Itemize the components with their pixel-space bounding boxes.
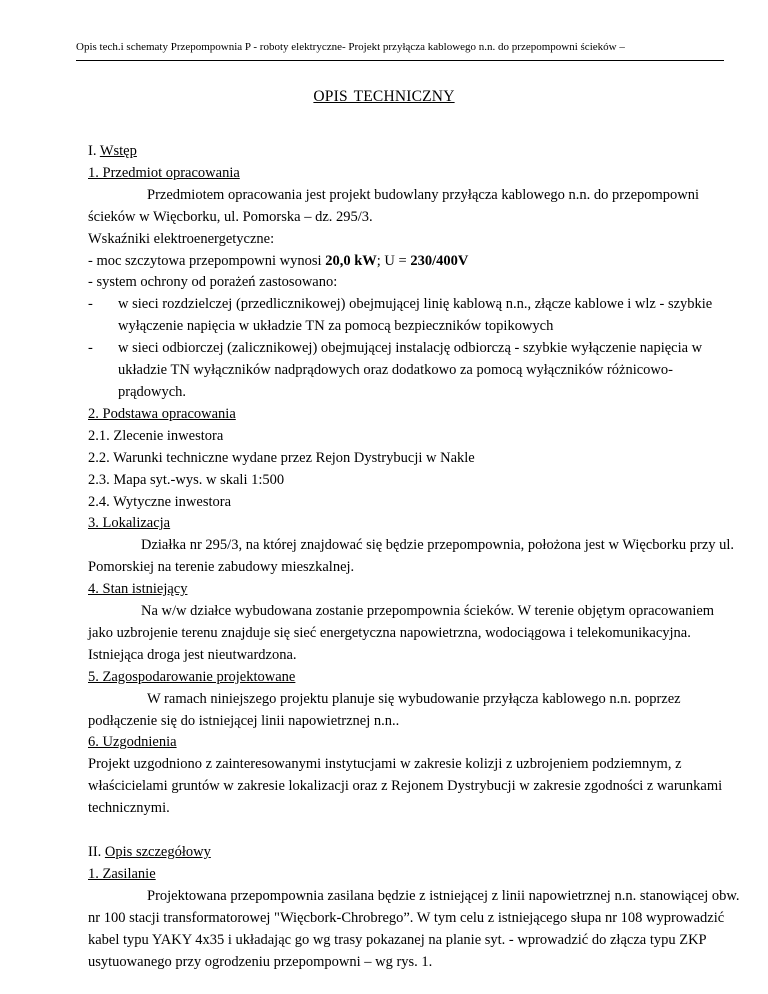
list-item	[88, 338, 740, 404]
power-value: 20,0 kW	[325, 252, 377, 269]
paragraph: Na w/w działce wybudowana zostanie przepompownia ścieków. W terenie objętym opracowaniem jako uzbrojenie terenu znajduje się sieć energetyczna napowietrzna, wodociągowa i telekomunikacyjna. Istniejąca droga jest nieutwardzona.	[88, 603, 715, 663]
list-item: 2.2. Warunki techniczne wydane przez Rejon Dystrybucji w Nakle	[88, 449, 475, 466]
power-line	[88, 251, 740, 273]
subsection-heading: 1. Zasilanie	[88, 865, 156, 882]
section-heading-intro: I. Wstęp	[88, 143, 137, 159]
voltage-value: 230/400V	[410, 252, 469, 269]
section-heading-detail-label: Opis szczegółowy	[104, 843, 211, 860]
subsection-heading: 5. Zagospodarowanie projektowane	[88, 668, 296, 685]
paragraph: Projekt uzgodniono z zainteresowanymi instytucjami w zakresie kolizji z uzbrojeniem podziemnym, z właścicielami gruntów w zakresie lokalizacji oraz z Rejonem Dystrybucji w zakresie zgodności z warunkami technicznymi.	[88, 756, 723, 817]
page-title: OPIS TECHNICZNY	[313, 88, 455, 105]
subsection-heading: 1. Przedmiot opracowania	[88, 164, 240, 181]
power-label: - moc szczytowa przepompowni wynosi	[88, 252, 326, 269]
paragraph: Wskaźniki elektroenergetyczne:	[88, 230, 275, 247]
paragraph: Projektowana przepompownia zasilana będzie z istniejącej z linii napowietrznej n.n. stanowiącej obw. nr 100 stacji transformatorowej "Więcbork-Chrobrego”. W tym celu z istniejącego słupa nr 108 wyprowadzić kabel typu YAKY 4x35 i układając go wg trasy pokazanej na planie syt. - wprowadzić do złącza typu ZKP usytuowanego przy ogrodzeniu przepompowni – wg rys. 1.	[88, 887, 740, 970]
subsection-heading: 6. Uzgodnienia	[88, 734, 177, 751]
paragraph: Działka nr 295/3, na której znajdować się będzie przepompownia, położona jest w Więcborku przy ul. Pomorskiej na terenie zabudowy mieszkalnej.	[88, 537, 735, 576]
spacer	[88, 820, 740, 842]
list-item: 2.3. Mapa syt.-wys. w skali 1:500	[88, 471, 285, 488]
document-header: Opis tech.i schematy Przepompownia P - roboty elektryczne- Projekt przyłącza kablowego n.n. do przepompowni ścieków –	[76, 41, 625, 53]
list-item: 2.4. Wytyczne inwestora	[88, 493, 232, 510]
subsection-heading: 2. Podstawa opracowania	[88, 405, 236, 422]
list-item-text: w sieci odbiorczej (zalicznikowej) obejmującej instalację odbiorczą - szybkie wyłączenie napięcia w układzie TN wyłączników nadprądowych oraz dodatkowo za pomocą wyłączników różnicowo-prądowych.	[118, 340, 703, 400]
header-rule	[76, 60, 724, 61]
voltage-label: ; U =	[376, 252, 411, 269]
list-item-text: w sieci rozdzielczej (przedlicznikowej) obejmującej linię kablową n.n., złącze kablowe i wlz - szybkie wyłączenie napięcia w układzie TN za pomocą bezpieczników topikowych	[118, 296, 713, 335]
paragraph: Przedmiotem opracowania jest projekt budowlany przyłącza kablowego n.n. do przepompowni ścieków w Więcborku, ul. Pomorska – dz. 295/3.	[88, 186, 700, 225]
section-heading-detail: II. Opis szczegółowy	[88, 843, 211, 860]
list-dash: -	[88, 296, 93, 313]
document-body	[88, 141, 740, 973]
section-heading-intro-label: Wstęp	[99, 143, 137, 159]
list-item: 2.1. Zlecenie inwestora	[88, 427, 224, 444]
paragraph: - system ochrony od porażeń zastosowano:	[88, 274, 338, 291]
paragraph: W ramach niniejszego projektu planuje się wybudowanie przyłącza kablowego n.n. poprzez podłączenie się do istniejącej linii napowietrznej n.n..	[88, 690, 681, 729]
subsection-heading: 3. Lokalizacja	[88, 515, 171, 532]
subsection-heading: 4. Stan istniejący	[88, 581, 188, 598]
list-dash: -	[88, 340, 93, 357]
list-item	[88, 294, 740, 338]
